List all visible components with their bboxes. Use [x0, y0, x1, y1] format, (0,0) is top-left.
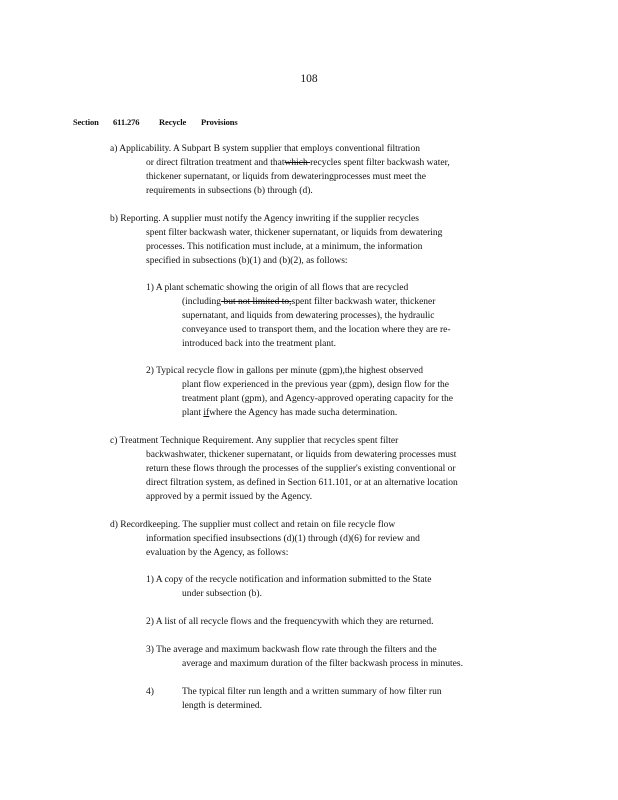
text-line: d) Recordkeeping. The supplier must collect and retain on file recycle flow — [110, 520, 396, 530]
paragraph-c-treatment-technique — [110, 434, 458, 504]
text-run: or direct filtration treatment and that — [146, 158, 285, 169]
text-run: subsections (d)(1) through (d)(6) for review and — [237, 534, 420, 545]
text-run: information specified in — [146, 534, 238, 545]
section-title-word-2: Provisions — [201, 117, 238, 127]
text-line: supernatant, and liquids from dewatering processes), the hydraulic — [182, 311, 435, 322]
text-line — [146, 685, 442, 699]
paragraph-d4-filter-run-length — [146, 685, 442, 713]
section-label: Section — [73, 117, 99, 127]
text-line: under subsection (b). — [182, 589, 262, 600]
text-line — [110, 170, 450, 184]
text-line: c) Treatment Technique Requirement. Any supplier that recycles spent filter — [110, 436, 399, 446]
text-run: plant — [182, 408, 204, 419]
text-run: 2) A list of all recycle flows and the frequency — [146, 617, 322, 627]
text-run: water, thickener supernatant, or liquids from dewatering processes must — [183, 450, 457, 461]
text-line: conveyance used to transport them, and the location where they are re- — [182, 325, 451, 336]
text-line: specified in subsections (b)(1) and (b)(2), as follows: — [146, 256, 348, 267]
text-line: evaluation by the Agency, as follows: — [146, 548, 289, 559]
section-number: 611.276 — [113, 117, 140, 127]
text-line — [146, 364, 453, 378]
text-run: spent filter backwash water, thickener — [291, 297, 436, 308]
text-line — [110, 156, 450, 170]
text-line: requirements in subsections (b) through (d). — [146, 186, 313, 197]
text-line: return these flows through the processes of the supplier's existing conventional or — [146, 464, 456, 475]
text-line — [146, 295, 451, 309]
text-line: spent filter backwash water, thickener supernatant, or liquids from dewatering — [146, 228, 443, 239]
text-run: a determination. — [335, 408, 398, 419]
paragraph-b-reporting — [110, 212, 442, 268]
text-run: with which they are returned. — [321, 617, 434, 627]
text-line — [110, 448, 458, 462]
text-run: thickener supernatant, or liquids from dewatering — [146, 172, 334, 183]
text-line: plant flow experienced in the previous year (gpm), design flow for the — [182, 380, 449, 391]
text-line: approved by a permit issued by the Agency. — [146, 492, 313, 503]
text-run: (including — [182, 297, 222, 308]
text-run: writing if the supplier recycles — [302, 214, 419, 224]
text-run: 2) Typical recycle flow in gallons per minute (gpm), — [146, 366, 345, 376]
paragraph-d3-backwash-rates — [146, 643, 463, 671]
text-line — [110, 212, 442, 226]
text-line: average and maximum duration of the filter backwash process in minutes. — [182, 659, 463, 670]
text-line — [146, 406, 453, 420]
inserted-text: if — [203, 408, 210, 419]
section-heading — [73, 117, 238, 127]
deleted-text: but not limited to, — [221, 297, 292, 308]
text-line: direct filtration system, as defined in Section 611.101, or at an alternative location — [146, 478, 458, 489]
text-run: b) Reporting. A supplier must notify the Agency in — [110, 214, 303, 224]
paragraph-a-applicability — [110, 142, 450, 198]
text-run: processes must meet the — [333, 172, 426, 183]
paragraph-d1-notification-copy — [146, 573, 431, 601]
text-line: introduced back into the treatment plant. — [182, 339, 337, 350]
text-run: recycles spent filter backwash water, — [310, 158, 450, 169]
text-run: The typical filter run length and a written summary of how filter run — [182, 687, 442, 697]
text-line: treatment plant (gpm), and Agency-approved operating capacity for the — [182, 394, 453, 405]
text-line — [146, 615, 434, 629]
text-line: a) Applicability. A Subpart B system supplier that employs conventional filtration — [110, 144, 420, 154]
paragraph-d-recordkeeping — [110, 518, 420, 560]
text-line — [110, 532, 420, 546]
paragraph-b1-plant-schematic — [146, 281, 451, 351]
text-run: the highest observed — [344, 366, 423, 376]
text-line: length is determined. — [182, 701, 262, 712]
text-line: processes. This notification must include, at a minimum, the information — [146, 242, 423, 253]
text-line: 1) A plant schematic showing the origin of all flows that are recycled — [146, 283, 409, 293]
text-line: 1) A copy of the recycle notification and information submitted to the State — [146, 575, 432, 585]
list-number: 4) — [146, 687, 154, 697]
text-run: backwash — [146, 450, 184, 461]
text-line: 3) The average and maximum backwash flow rate through the filters and the — [146, 645, 437, 655]
deleted-text: which — [284, 158, 311, 169]
paragraph-b2-recycle-flow — [146, 364, 453, 420]
paragraph-d2-recycle-flows-list — [146, 615, 434, 629]
section-title-word-1: Recycle — [159, 117, 187, 127]
page-number: 108 — [300, 73, 318, 85]
text-run: where the Agency has made such — [209, 408, 336, 419]
